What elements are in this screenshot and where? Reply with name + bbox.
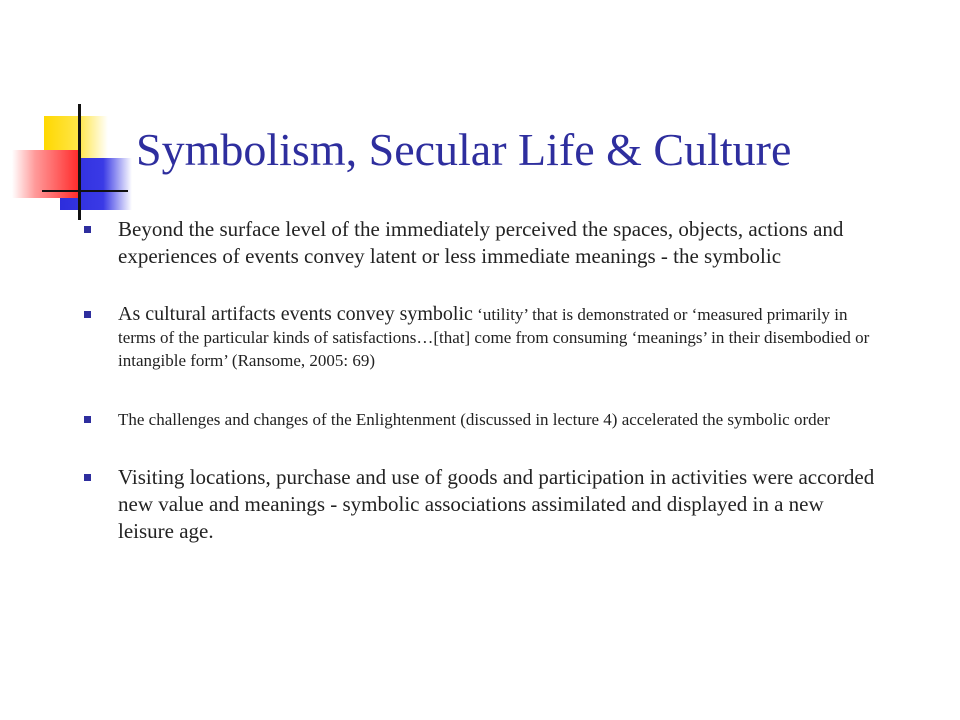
square-bullet-icon: [84, 416, 91, 423]
bullet-item: [80, 303, 880, 372]
bullet-text: The challenges and changes of the Enlightenment (discussed in lecture 4) accelerated the symbolic order: [118, 410, 830, 429]
vertical-line-decoration: [78, 104, 81, 220]
square-bullet-icon: [84, 474, 91, 481]
bullet-text: ‘utility’ that is demonstrated or ‘measured primarily in terms of the particular kinds of satisfactions…[that] come from consuming ‘meanings’ in their disembodied or intangible form’ (Ransome, 2005: 69): [118, 305, 870, 370]
horizontal-line-decoration: [42, 190, 128, 192]
square-bullet-icon: [84, 226, 91, 233]
slide-title: Symbolism, Secular Life & Culture: [136, 124, 792, 175]
bullet-text: Visiting locations, purchase and use of goods and participation in activities were accorded new value and meanings - symbolic associations assimilated and displayed in a new leisure age.: [118, 465, 875, 543]
bullet-lead-text: As cultural artifacts events convey symbolic: [118, 303, 473, 325]
bullet-list: [80, 216, 880, 545]
square-bullet-icon: [84, 311, 91, 318]
bullet-item: [80, 216, 880, 270]
bullet-item: [80, 464, 880, 545]
bullet-item: [80, 408, 880, 431]
bullet-text: Beyond the surface level of the immediately perceived the spaces, objects, actions and experiences of events convey latent or less immediate meanings - the symbolic: [118, 217, 844, 268]
